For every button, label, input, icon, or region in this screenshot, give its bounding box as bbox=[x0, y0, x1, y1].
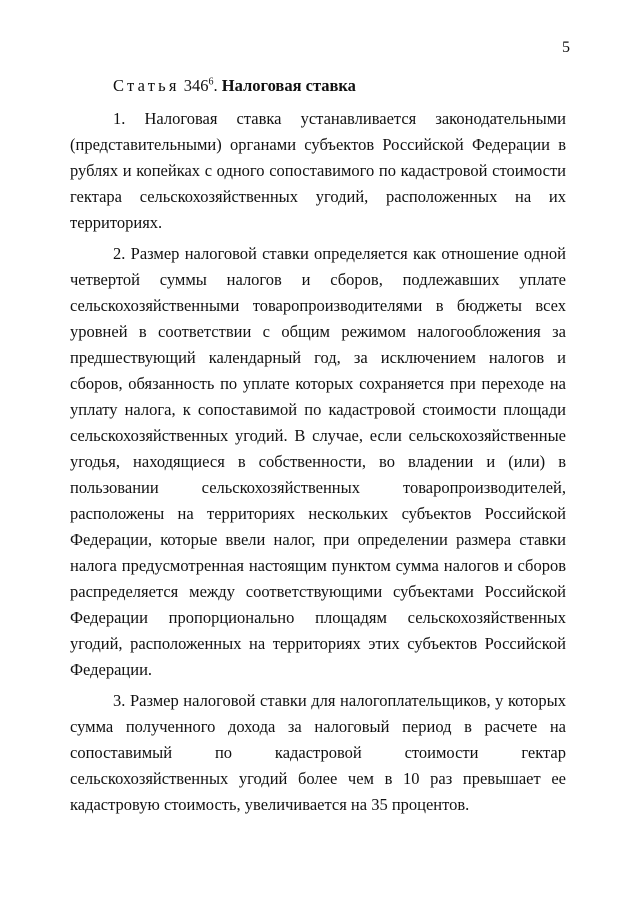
article-heading bbox=[113, 74, 356, 98]
article-number-superscript: 6 bbox=[208, 76, 214, 88]
paragraph-1: 1. Налоговая ставка устанавливается законодательными (представительными) органами субъектов Российской Федерации в рублях и копейках с одного сопоставимого по кадастровой стоимости гектара сельскохозяйственных угодий, расположенных на их территориях. bbox=[70, 109, 566, 232]
article-body bbox=[70, 106, 566, 823]
article-title: Налоговая ставка bbox=[221, 76, 356, 95]
paragraph-3: 3. Размер налоговой ставки для налогоплательщиков, у которых сумма полученного дохода за налоговый период в расчете на сопоставимый по кадастровой стоимости гектар сельскохозяйственных угодий более чем в 10 раз превышает ее кадастровую стоимость, увеличивается на 35 процентов. bbox=[70, 691, 566, 814]
page-number: 5 bbox=[562, 39, 570, 56]
paragraph-2: 2. Размер налоговой ставки определяется как отношение одной четвертой суммы налогов и сборов, подлежавших уплате сельскохозяйственными товаропроизводителями в бюджеты всех уровней в соответствии с общим режимом налогообложения за предшествующий календарный год, за исключением налогов и сборов, обязанность по уплате которых сохраняется при переходе на уплату налога, к сопоставимой по кадастровой стоимости площади сельскохозяйственных угодий. В случае, если сельскохозяйственные угодья, находящиеся в собственности, во владении и (или) в пользовании сельскохозяйственных товаропроизводителей, расположены на территориях нескольких субъектов Российской Федерации, которые ввели налог, при определении размера ставки налога предусмотренная настоящим пунктом сумма налогов и сборов распределяется между соответствующими субъектами Российской Федерации пропорционально площадям сельскохозяйственных угодий, расположенных на территориях этих субъектов Российской Федерации. bbox=[70, 244, 566, 679]
article-number: $346^6$. bbox=[183, 76, 218, 95]
article-label: Статья bbox=[113, 76, 180, 95]
